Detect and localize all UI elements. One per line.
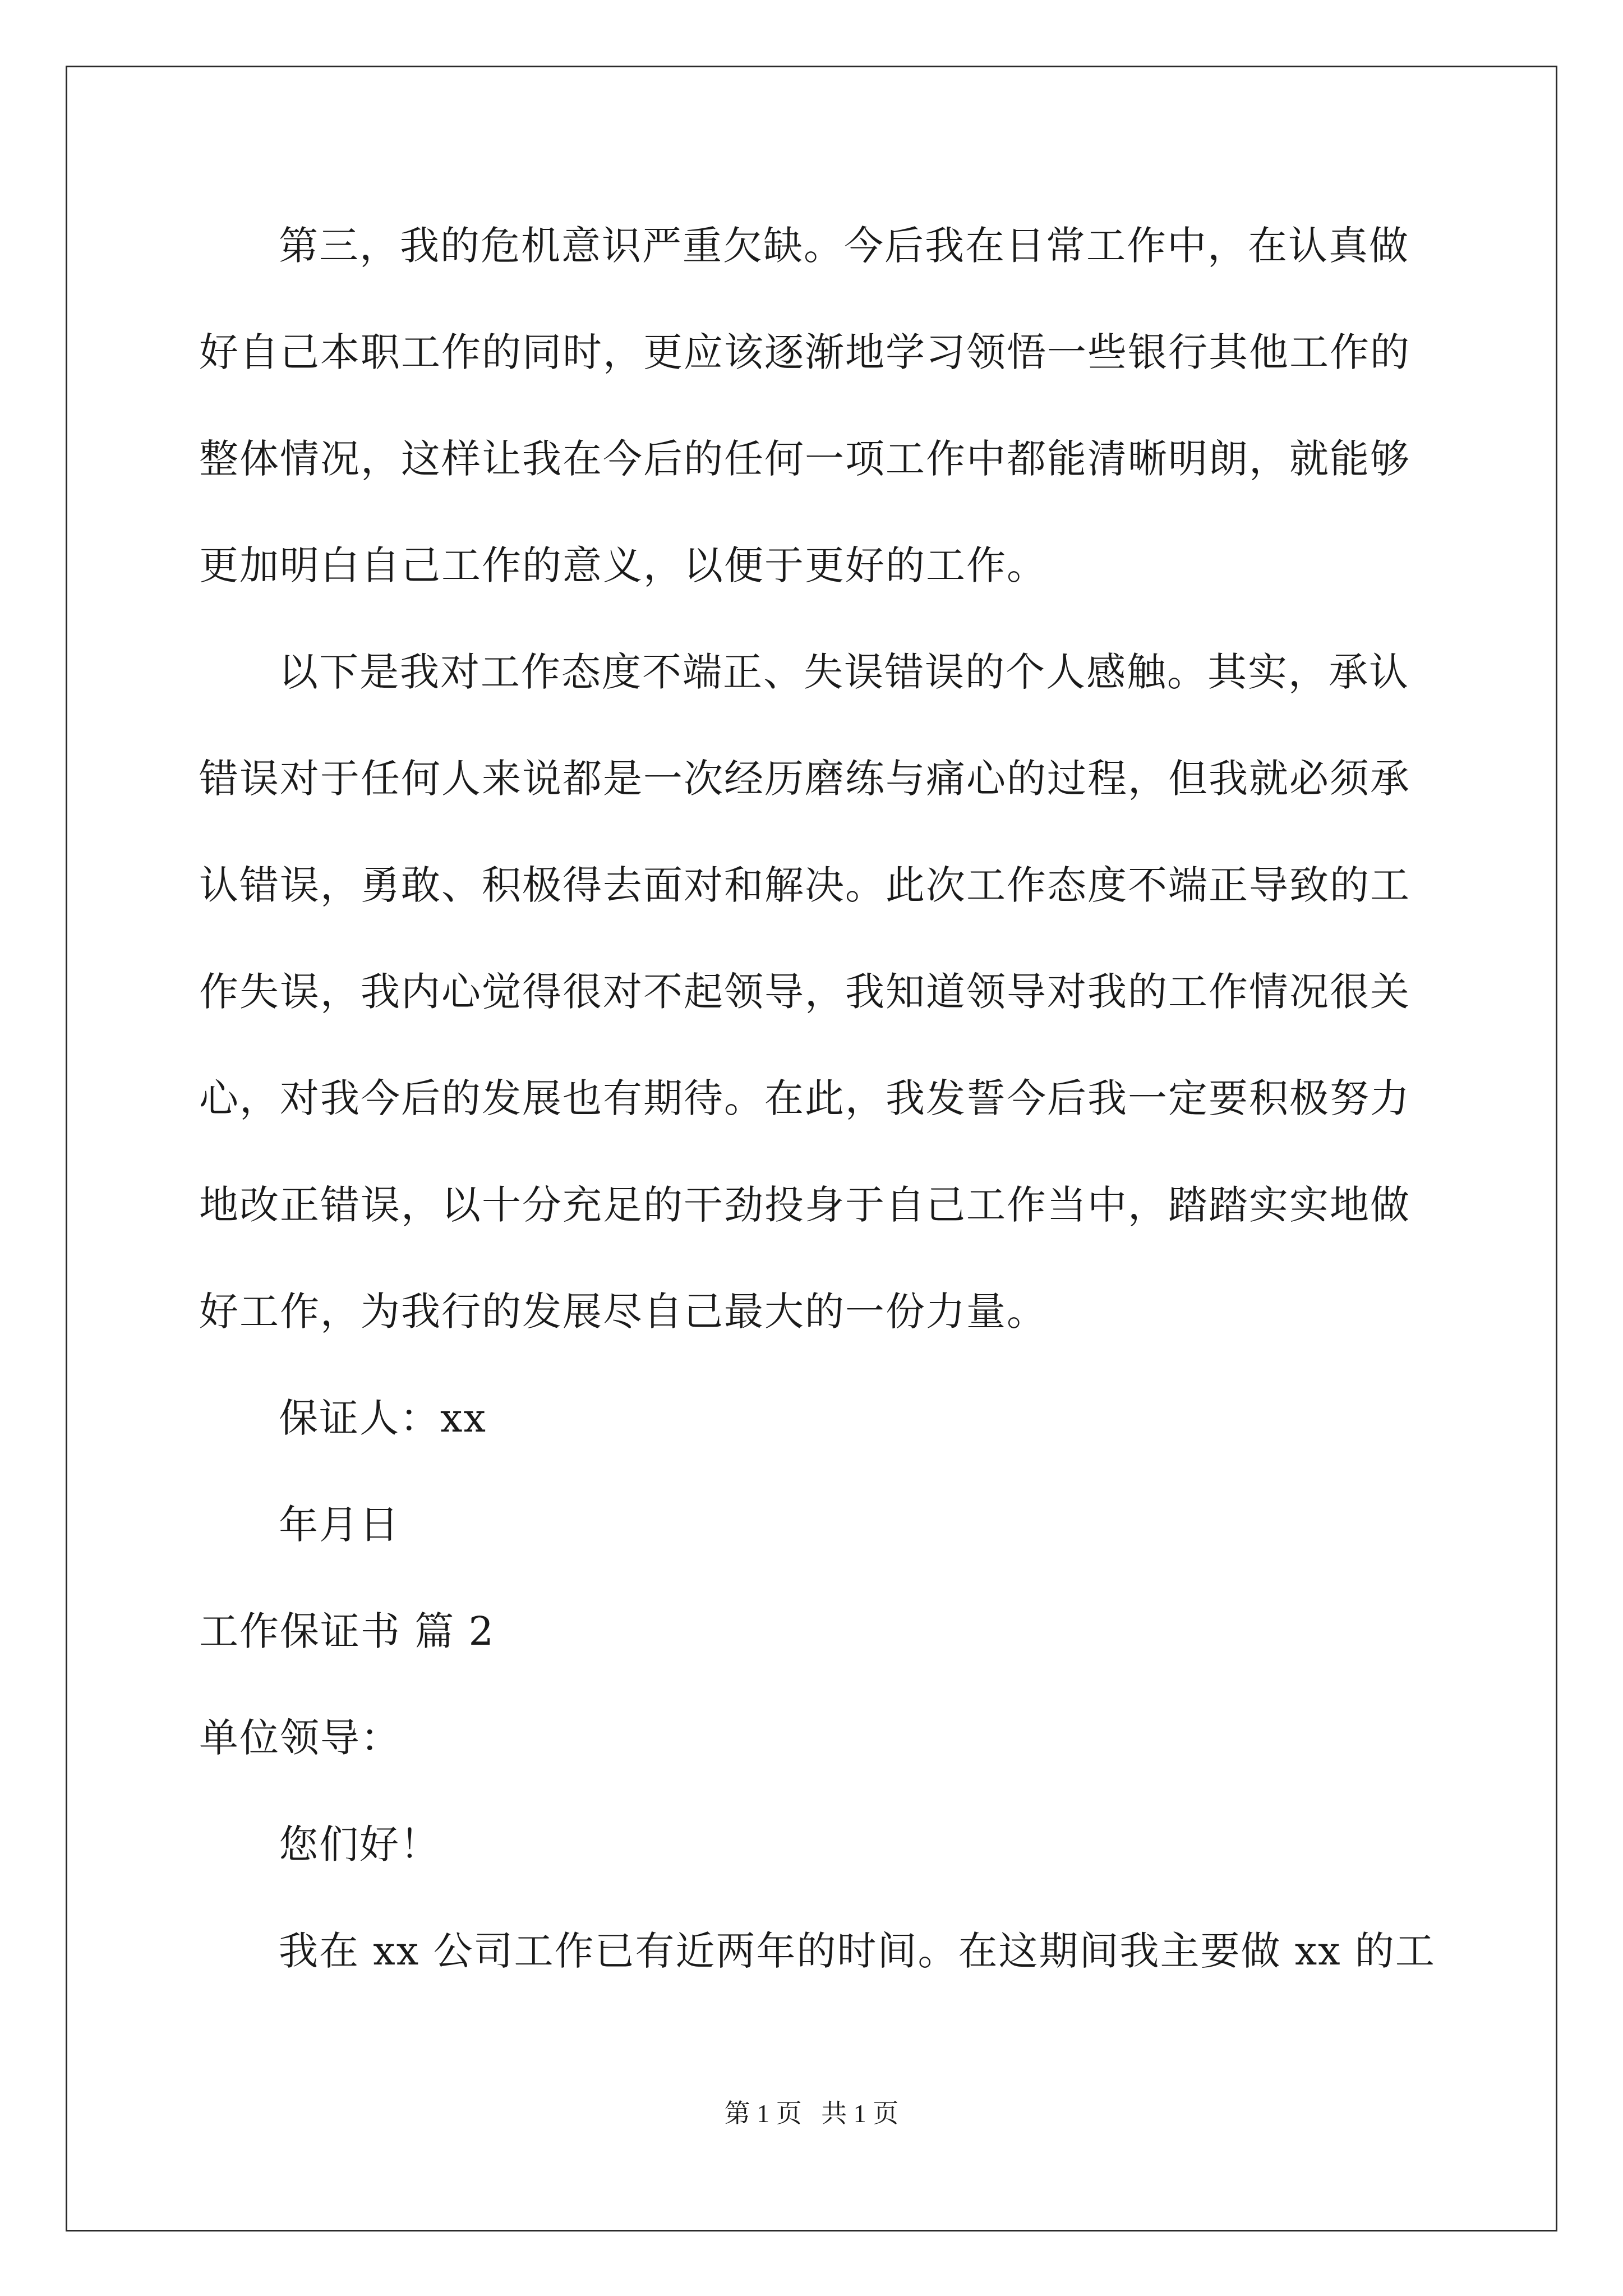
guarantor-line: 保证人：xx [279,1395,487,1441]
page-footer: 第 1 页 共 1 页 [724,2099,899,2128]
greeting: 您们好！ [279,1821,440,1867]
page-border [66,66,1557,2231]
paragraph-line: 好自己本职工作的同时，更应该逐渐地学习领悟一些银行其他工作的 [199,329,1410,375]
paragraph-line: 以下是我对工作态度不端正、失误错误的个人感触。其实，承认 [279,649,1409,695]
paragraph-line: 更加明白自己工作的意义，以便于更好的工作。 [199,542,1047,588]
date-line: 年月日 [279,1502,400,1548]
paragraph-line: 心，对我今后的发展也有期待。在此，我发誓今后我一定要积极努力 [199,1075,1410,1121]
salutation: 单位领导： [199,1715,401,1761]
paragraph-line: 我在 xx 公司工作已有近两年的时间。在这期间我主要做 xx 的工 [279,1928,1436,1974]
paragraph-line: 认错误，勇敢、积极得去面对和解决。此次工作态度不端正导致的工 [199,862,1410,908]
paragraph-line: 错误对于任何人来说都是一次经历磨练与痛心的过程，但我就必须承 [199,756,1410,802]
paragraph-line: 地改正错误，以十分充足的干劲投身于自己工作当中，踏踏实实地做 [199,1182,1410,1228]
paragraph-line: 整体情况，这样让我在今后的任何一项工作中都能清晰明朗，就能够 [199,436,1410,482]
paragraph-line: 好工作，为我行的发展尽自己最大的一份力量。 [199,1289,1047,1335]
section-title: 工作保证书 篇 2 [199,1608,495,1654]
paragraph-line: 作失误，我内心觉得很对不起领导，我知道领导对我的工作情况很关 [199,969,1410,1015]
paragraph-line: 第三，我的危机意识严重欠缺。今后我在日常工作中，在认真做 [279,223,1409,269]
